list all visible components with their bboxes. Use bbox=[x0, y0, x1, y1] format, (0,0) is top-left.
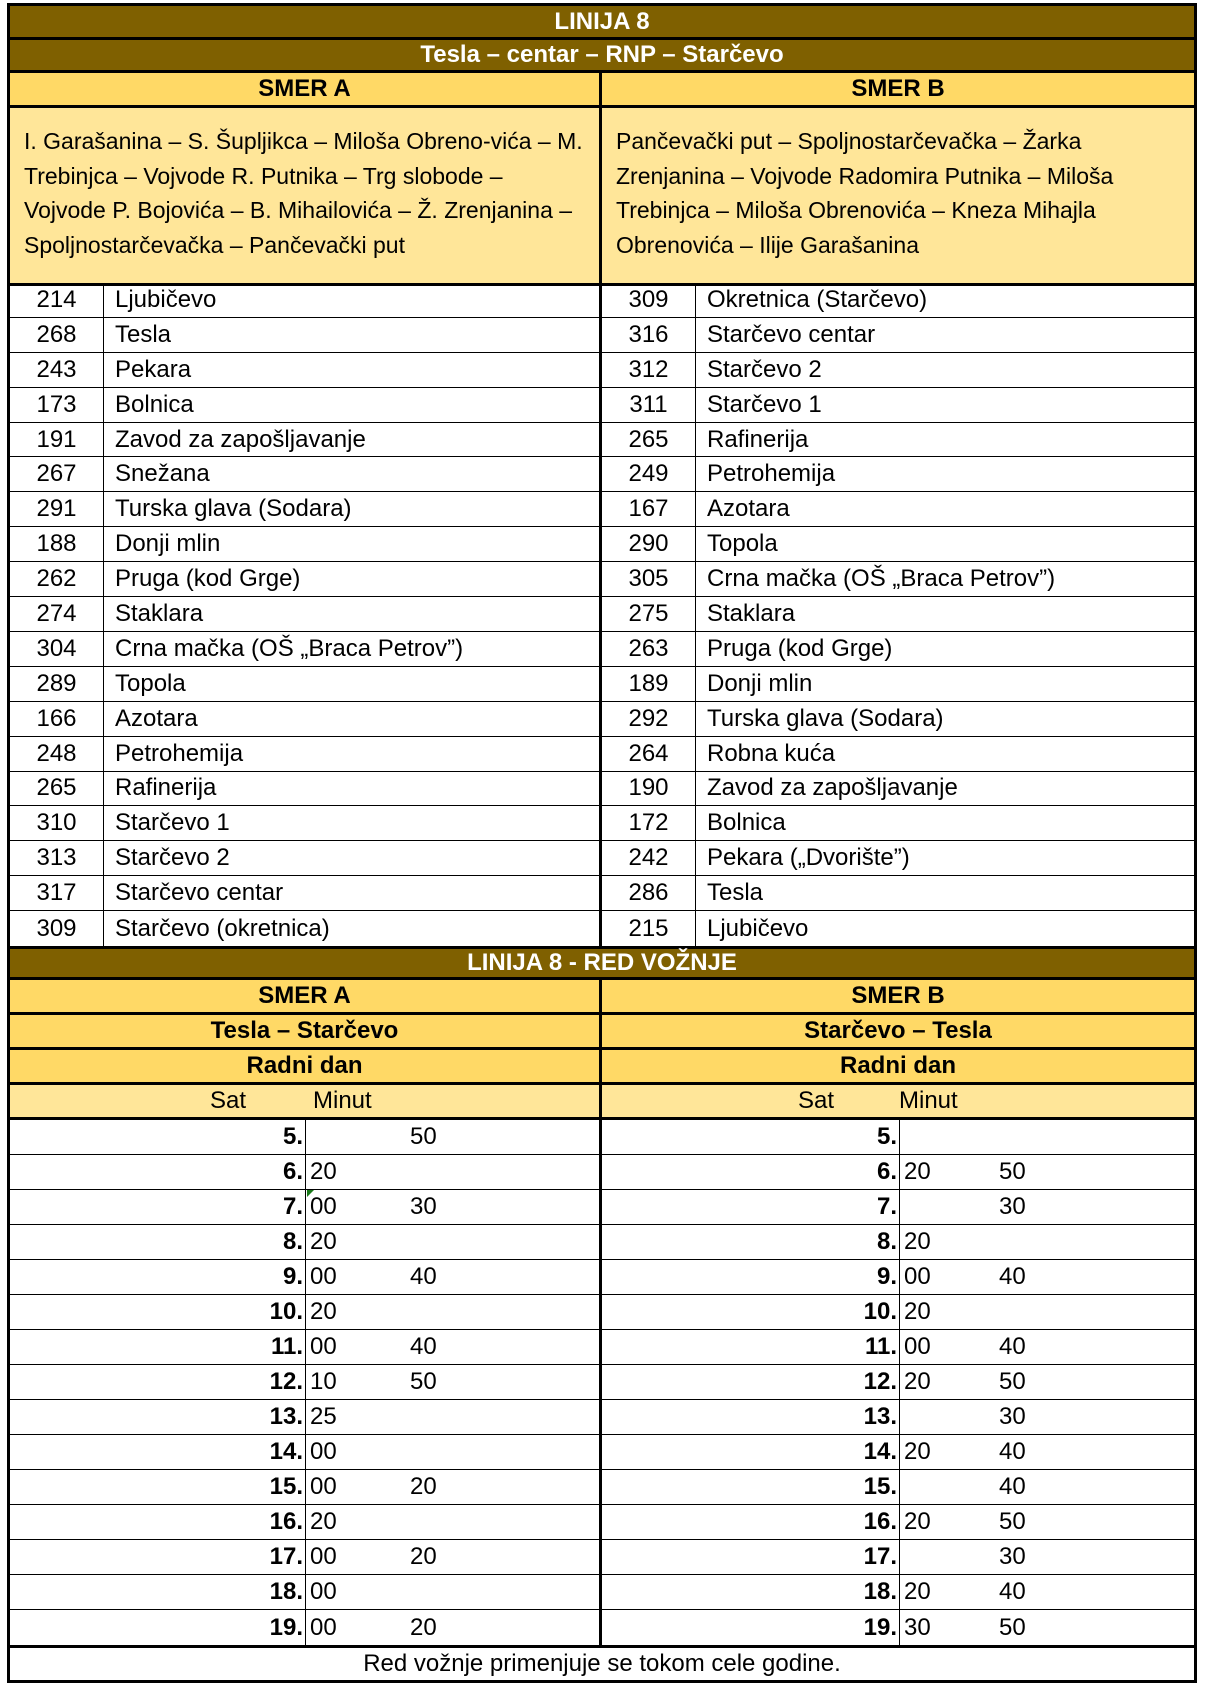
stop-name: Starčevo centar bbox=[115, 879, 284, 907]
schedule-minute: 40 bbox=[410, 1333, 437, 1360]
schedule-hour: 14. bbox=[602, 1435, 900, 1469]
stop-code: 265 bbox=[602, 423, 696, 457]
schedule-route-row bbox=[10, 1015, 1194, 1050]
stop-name: Pruga (kod Grge) bbox=[115, 565, 301, 593]
schedule-minute: 00 bbox=[310, 1193, 337, 1220]
schedule-minute: 50 bbox=[410, 1368, 437, 1395]
schedule-minute: 30 bbox=[904, 1613, 931, 1641]
stop-row bbox=[602, 283, 1194, 318]
schedule-minute: 20 bbox=[410, 1473, 437, 1500]
schedule-minute: 50 bbox=[999, 1508, 1026, 1535]
schedule-hour: 9. bbox=[10, 1260, 306, 1294]
schedule-hour: 19. bbox=[10, 1610, 306, 1645]
schedule-row bbox=[10, 1400, 599, 1435]
schedule-row bbox=[602, 1330, 1194, 1365]
stops-list-b bbox=[602, 283, 1194, 946]
schedule-minute: 30 bbox=[999, 1403, 1026, 1430]
stop-name: Crna mačka (OŠ „Braca Petrov”) bbox=[707, 565, 1056, 593]
schedule-minute: 20 bbox=[410, 1613, 437, 1641]
stop-name: Petrohemija bbox=[707, 460, 836, 488]
schedule-row bbox=[10, 1225, 599, 1260]
stop-code: 316 bbox=[602, 318, 696, 352]
stop-row bbox=[10, 632, 599, 667]
schedule-minute: 20 bbox=[904, 1508, 931, 1535]
schedule-row bbox=[10, 1190, 599, 1225]
stop-name: Rafinerija bbox=[115, 774, 217, 802]
stop-row bbox=[10, 527, 599, 562]
stop-row bbox=[602, 841, 1194, 876]
stop-name: Topola bbox=[115, 669, 186, 697]
stop-name: Zavod za zapošljavanje bbox=[707, 774, 958, 802]
stop-row bbox=[10, 667, 599, 702]
stop-name: Ljubičevo bbox=[115, 285, 217, 313]
line-title: LINIJA 8 bbox=[554, 7, 650, 35]
schedule-row bbox=[10, 1505, 599, 1540]
stop-row bbox=[602, 632, 1194, 667]
stop-name: Starčevo 2 bbox=[707, 355, 822, 383]
stop-code: 243 bbox=[10, 353, 104, 387]
route-direction-b-label: SMER B bbox=[851, 75, 945, 102]
stop-name: Snežana bbox=[115, 460, 210, 488]
schedule-row bbox=[10, 1330, 599, 1365]
stop-name: Starčevo 1 bbox=[707, 390, 822, 418]
timetable-sheet bbox=[7, 3, 1197, 1683]
stop-row bbox=[10, 423, 599, 458]
stop-row bbox=[602, 911, 1194, 946]
stop-row bbox=[602, 318, 1194, 353]
stop-row bbox=[10, 388, 599, 423]
schedule-table bbox=[10, 1120, 1194, 1645]
schedule-minute: 20 bbox=[904, 1368, 931, 1395]
stop-name: Starčevo 2 bbox=[115, 844, 230, 872]
schedule-row bbox=[10, 1610, 599, 1645]
schedule-hour: 19. bbox=[602, 1610, 900, 1645]
stop-row bbox=[10, 737, 599, 772]
stop-code: 173 bbox=[10, 388, 104, 422]
schedule-list-b bbox=[602, 1120, 1194, 1645]
stop-name: Pekara („Dvorište”) bbox=[707, 844, 910, 872]
stop-code: 310 bbox=[10, 806, 104, 840]
stop-name: Starčevo centar bbox=[707, 320, 876, 348]
schedule-hour: 12. bbox=[10, 1365, 306, 1399]
route-a-description: I. Garašanina – S. Šupljikca – Miloša Obreno-vića – M. Trebinjca – Vojvode R. Putnika – Trg slobode – Vojvode P. Bojovića – B. Mihailovića – Ž. Zrenjanina – Spoljnostarčevačka – Pančevački put bbox=[24, 128, 583, 258]
stop-code: 242 bbox=[602, 841, 696, 875]
minut-column-label-a: Minut bbox=[313, 1087, 372, 1114]
schedule-minute: 00 bbox=[310, 1473, 337, 1500]
line-title-row bbox=[10, 6, 1194, 40]
cell-comment-marker-icon bbox=[307, 1190, 314, 1197]
schedule-column-header-row bbox=[10, 1085, 1194, 1120]
schedule-hour: 14. bbox=[10, 1435, 306, 1469]
stop-name: Bolnica bbox=[115, 390, 194, 418]
stop-row bbox=[602, 597, 1194, 632]
stop-name: Topola bbox=[707, 530, 778, 558]
schedule-minute: 50 bbox=[999, 1613, 1026, 1641]
schedule-hour: 15. bbox=[602, 1470, 900, 1504]
schedule-hour: 16. bbox=[10, 1505, 306, 1539]
stop-name: Pruga (kod Grge) bbox=[707, 634, 893, 662]
schedule-hour: 7. bbox=[602, 1190, 900, 1224]
schedule-hour: 15. bbox=[10, 1470, 306, 1504]
stop-code: 309 bbox=[602, 283, 696, 317]
schedule-row bbox=[602, 1505, 1194, 1540]
stop-row bbox=[10, 911, 599, 946]
line-subtitle-row bbox=[10, 40, 1194, 73]
schedule-hour: 18. bbox=[10, 1575, 306, 1609]
schedule-title-row bbox=[10, 946, 1194, 980]
schedule-hour: 6. bbox=[10, 1155, 306, 1189]
schedule-hour: 12. bbox=[602, 1365, 900, 1399]
schedule-minute: 40 bbox=[999, 1263, 1026, 1290]
stop-row bbox=[10, 772, 599, 807]
stop-code: 317 bbox=[10, 876, 104, 910]
schedule-hour: 5. bbox=[602, 1120, 900, 1154]
route-direction-header-row bbox=[10, 73, 1194, 108]
stop-code: 268 bbox=[10, 318, 104, 352]
stop-code: 313 bbox=[10, 841, 104, 875]
stop-code: 311 bbox=[602, 388, 696, 422]
schedule-row bbox=[602, 1365, 1194, 1400]
schedule-row bbox=[10, 1120, 599, 1155]
stop-row bbox=[602, 667, 1194, 702]
schedule-row bbox=[602, 1295, 1194, 1330]
schedule-minute: 40 bbox=[999, 1473, 1026, 1500]
route-description-row bbox=[10, 108, 1194, 286]
schedule-row bbox=[602, 1400, 1194, 1435]
stop-code: 215 bbox=[602, 911, 696, 946]
stop-code: 292 bbox=[602, 702, 696, 736]
schedule-minute: 20 bbox=[310, 1158, 337, 1185]
line-subtitle: Tesla – centar – RNP – Starčevo bbox=[420, 41, 784, 68]
stops-table bbox=[10, 283, 1194, 946]
schedule-hour: 17. bbox=[10, 1540, 306, 1574]
stop-name: Starčevo (okretnica) bbox=[115, 914, 330, 942]
schedule-minute: 10 bbox=[310, 1368, 337, 1395]
stop-name: Tesla bbox=[115, 320, 172, 348]
schedule-hour: 9. bbox=[602, 1260, 900, 1294]
stop-row bbox=[602, 737, 1194, 772]
stop-row bbox=[602, 772, 1194, 807]
minut-column-label-b: Minut bbox=[899, 1087, 958, 1114]
stop-code: 304 bbox=[10, 632, 104, 666]
stop-row bbox=[10, 492, 599, 527]
stop-row bbox=[602, 702, 1194, 737]
stop-row bbox=[602, 562, 1194, 597]
schedule-row bbox=[602, 1155, 1194, 1190]
schedule-hour: 16. bbox=[602, 1505, 900, 1539]
schedule-minute: 20 bbox=[410, 1543, 437, 1570]
stop-code: 263 bbox=[602, 632, 696, 666]
schedule-row bbox=[602, 1470, 1194, 1505]
schedule-minute: 40 bbox=[999, 1333, 1026, 1360]
schedule-minute: 20 bbox=[310, 1508, 337, 1535]
stop-name: Donji mlin bbox=[707, 669, 813, 697]
schedule-minute: 00 bbox=[310, 1578, 337, 1605]
stop-row bbox=[602, 353, 1194, 388]
stop-row bbox=[10, 597, 599, 632]
schedule-b-label: SMER B bbox=[851, 982, 945, 1009]
stop-name: Turska glava (Sodara) bbox=[707, 704, 944, 732]
schedule-hour: 17. bbox=[602, 1540, 900, 1574]
schedule-row bbox=[602, 1610, 1194, 1645]
schedule-minute: 30 bbox=[999, 1193, 1026, 1220]
schedule-hour: 18. bbox=[602, 1575, 900, 1609]
schedule-a-label: SMER A bbox=[258, 982, 351, 1009]
stop-name: Okretnica (Starčevo) bbox=[707, 285, 928, 313]
schedule-hour: 11. bbox=[602, 1330, 900, 1364]
schedule-row bbox=[10, 1155, 599, 1190]
schedule-hour: 5. bbox=[10, 1120, 306, 1154]
schedule-hour: 8. bbox=[10, 1225, 306, 1259]
schedule-row bbox=[602, 1540, 1194, 1575]
stop-code: 172 bbox=[602, 806, 696, 840]
stop-row bbox=[10, 353, 599, 388]
stop-code: 190 bbox=[602, 772, 696, 806]
stop-code: 286 bbox=[602, 876, 696, 910]
sat-column-label-b: Sat bbox=[798, 1087, 835, 1114]
schedule-minute: 20 bbox=[904, 1228, 931, 1255]
schedule-minute: 30 bbox=[410, 1193, 437, 1220]
stop-code: 262 bbox=[10, 562, 104, 596]
stop-row bbox=[602, 388, 1194, 423]
schedule-hour: 7. bbox=[10, 1190, 306, 1224]
stop-code: 248 bbox=[10, 737, 104, 771]
stop-code: 188 bbox=[10, 527, 104, 561]
stop-code: 289 bbox=[10, 667, 104, 701]
stop-name: Turska glava (Sodara) bbox=[115, 495, 352, 523]
stop-name: Ljubičevo bbox=[707, 914, 809, 942]
stop-row bbox=[10, 876, 599, 911]
stop-code: 189 bbox=[602, 667, 696, 701]
route-b-description: Pančevački put – Spoljnostarčevačka – Žarka Zrenjanina – Vojvode Radomira Putnika – Miloša Trebinjca – Miloša Obrenovića – Kneza Mihajla Obrenovića – Ilije Garašanina bbox=[616, 128, 1114, 258]
schedule-minute: 40 bbox=[999, 1578, 1026, 1605]
schedule-minute: 20 bbox=[310, 1298, 337, 1325]
stop-row bbox=[602, 423, 1194, 458]
schedule-minute: 00 bbox=[310, 1263, 337, 1290]
stop-row bbox=[602, 492, 1194, 527]
stop-code: 275 bbox=[602, 597, 696, 631]
stop-row bbox=[602, 527, 1194, 562]
stop-code: 267 bbox=[10, 457, 104, 491]
schedule-hour: 10. bbox=[602, 1295, 900, 1329]
stop-name: Donji mlin bbox=[115, 530, 221, 558]
schedule-row bbox=[10, 1365, 599, 1400]
stop-name: Starčevo 1 bbox=[115, 809, 230, 837]
schedule-row bbox=[602, 1575, 1194, 1610]
stop-code: 274 bbox=[10, 597, 104, 631]
schedule-row bbox=[10, 1470, 599, 1505]
schedule-minute: 20 bbox=[904, 1298, 931, 1325]
stop-name: Robna kuća bbox=[707, 739, 836, 767]
stop-code: 309 bbox=[10, 911, 104, 946]
schedule-minute: 00 bbox=[310, 1543, 337, 1570]
schedule-minute: 00 bbox=[310, 1333, 337, 1360]
stop-code: 166 bbox=[10, 702, 104, 736]
stop-row bbox=[10, 562, 599, 597]
route-direction-a-label: SMER A bbox=[258, 75, 351, 102]
stop-name: Zavod za zapošljavanje bbox=[115, 425, 366, 453]
schedule-row bbox=[10, 1540, 599, 1575]
stop-name: Bolnica bbox=[707, 809, 786, 837]
schedule-minute: 50 bbox=[999, 1158, 1026, 1185]
stop-name: Azotara bbox=[707, 495, 790, 523]
stop-row bbox=[10, 702, 599, 737]
schedule-minute: 20 bbox=[904, 1578, 931, 1605]
stop-code: 290 bbox=[602, 527, 696, 561]
stop-name: Rafinerija bbox=[707, 425, 809, 453]
stop-name: Staklara bbox=[115, 599, 204, 627]
schedule-row bbox=[10, 1295, 599, 1330]
stop-code: 305 bbox=[602, 562, 696, 596]
schedule-minute: 40 bbox=[410, 1263, 437, 1290]
stop-row bbox=[602, 876, 1194, 911]
sat-column-label-a: Sat bbox=[210, 1087, 247, 1114]
stop-name: Crna mačka (OŠ „Braca Petrov”) bbox=[115, 634, 464, 662]
schedule-row bbox=[602, 1225, 1194, 1260]
schedule-hour: 13. bbox=[602, 1400, 900, 1434]
stops-list-a bbox=[10, 283, 602, 946]
schedule-footer-note: Red vožnje primenjuje se tokom cele godine. bbox=[10, 1645, 1194, 1680]
stop-name: Azotara bbox=[115, 704, 198, 732]
schedule-minute: 00 bbox=[904, 1263, 931, 1290]
schedule-minute: 25 bbox=[310, 1403, 337, 1430]
schedule-title: LINIJA 8 - RED VOŽNJE bbox=[467, 949, 737, 976]
schedule-row bbox=[602, 1435, 1194, 1470]
stop-row bbox=[602, 457, 1194, 492]
schedule-hour: 11. bbox=[10, 1330, 306, 1364]
stop-code: 167 bbox=[602, 492, 696, 526]
schedule-minute: 30 bbox=[999, 1543, 1026, 1570]
stop-row bbox=[10, 283, 599, 318]
schedule-hour: 10. bbox=[10, 1295, 306, 1329]
stop-code: 191 bbox=[10, 423, 104, 457]
schedule-day-row bbox=[10, 1050, 1194, 1085]
schedule-a-day: Radni dan bbox=[246, 1052, 363, 1079]
schedule-a-route: Tesla – Starčevo bbox=[210, 1017, 399, 1044]
schedule-hour: 6. bbox=[602, 1155, 900, 1189]
stop-code: 291 bbox=[10, 492, 104, 526]
schedule-row bbox=[602, 1190, 1194, 1225]
stop-name: Petrohemija bbox=[115, 739, 244, 767]
stop-row bbox=[602, 806, 1194, 841]
schedule-hour: 13. bbox=[10, 1400, 306, 1434]
schedule-minute: 20 bbox=[904, 1438, 931, 1465]
schedule-hour: 8. bbox=[602, 1225, 900, 1259]
stop-row bbox=[10, 318, 599, 353]
schedule-row bbox=[10, 1575, 599, 1610]
schedule-row bbox=[10, 1435, 599, 1470]
schedule-minute: 50 bbox=[410, 1123, 437, 1150]
schedule-minute: 00 bbox=[310, 1613, 337, 1641]
schedule-list-a bbox=[10, 1120, 602, 1645]
schedule-row bbox=[602, 1260, 1194, 1295]
stop-name: Pekara bbox=[115, 355, 192, 383]
stop-row bbox=[10, 841, 599, 876]
stop-code: 264 bbox=[602, 737, 696, 771]
stop-code: 214 bbox=[10, 283, 104, 317]
stop-name: Staklara bbox=[707, 599, 796, 627]
schedule-minute: 40 bbox=[999, 1438, 1026, 1465]
schedule-minute: 00 bbox=[310, 1438, 337, 1465]
stop-code: 312 bbox=[602, 353, 696, 387]
stop-row bbox=[10, 457, 599, 492]
stop-code: 249 bbox=[602, 457, 696, 491]
stop-row bbox=[10, 806, 599, 841]
stop-code: 265 bbox=[10, 772, 104, 806]
schedule-minute: 20 bbox=[904, 1158, 931, 1185]
schedule-minute: 20 bbox=[310, 1228, 337, 1255]
schedule-b-route: Starčevo – Tesla bbox=[804, 1017, 992, 1044]
stop-name: Tesla bbox=[707, 879, 764, 907]
schedule-row bbox=[10, 1260, 599, 1295]
schedule-minute: 00 bbox=[904, 1333, 931, 1360]
schedule-minute: 50 bbox=[999, 1368, 1026, 1395]
schedule-direction-row bbox=[10, 980, 1194, 1015]
schedule-b-day: Radni dan bbox=[839, 1052, 956, 1079]
schedule-row bbox=[602, 1120, 1194, 1155]
